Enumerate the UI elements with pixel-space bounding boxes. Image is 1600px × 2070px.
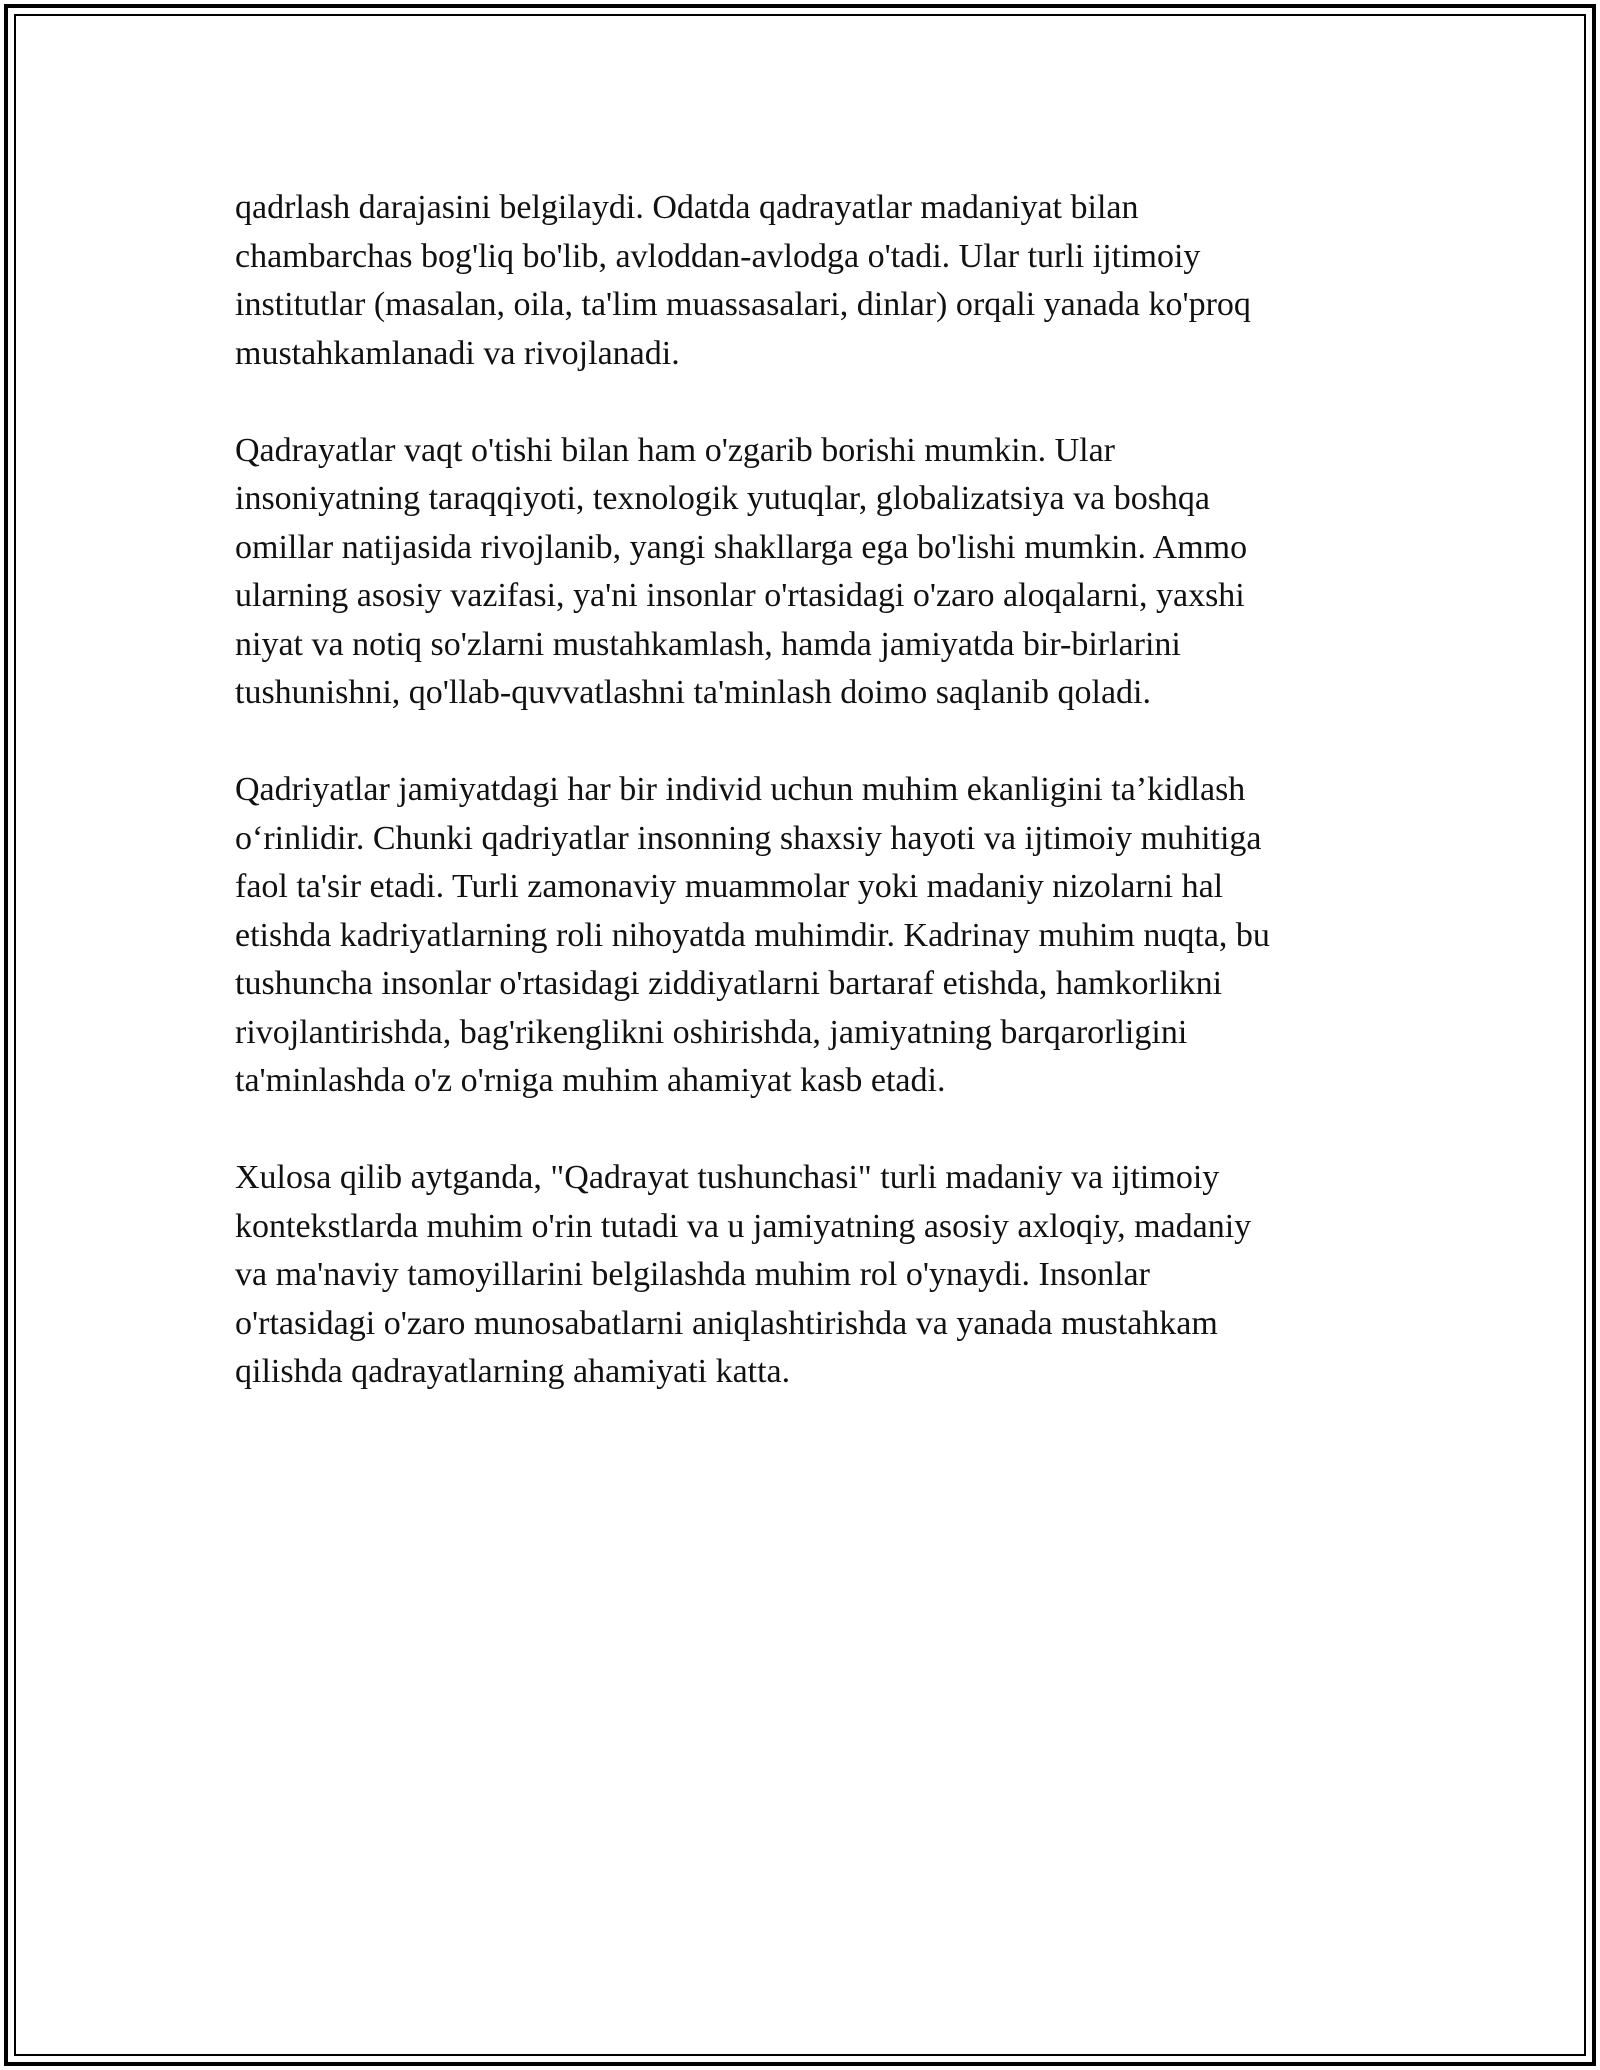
paragraph-line: Xulosa qilib aytganda, "Qadrayat tushunchasi" turli madaniy va ijtimoiy: [235, 1159, 1220, 1196]
paragraph-line: tushuncha insonlar o'rtasidagi ziddiyatlarni bartaraf etishda, hamkorlikni: [235, 965, 1223, 1002]
paragraph-line: institutlar (masalan, oila, ta'lim muassasalari, dinlar) orqali yanada ko'proq: [235, 286, 1251, 323]
document-body: [235, 184, 1365, 1445]
paragraph-line: qilishda qadrayatlarning ahamiyati katta.: [235, 1353, 791, 1390]
paragraph-line: va ma'naviy tamoyillarini belgilashda muhim rol o'ynaydi. Insonlar: [235, 1256, 1150, 1293]
paragraph-line: omillar natijasida rivojlanib, yangi shakllarga ega bo'lishi mumkin. Ammo: [235, 528, 1248, 566]
paragraph-4: [235, 1154, 1365, 1397]
paragraph-2: [235, 427, 1365, 718]
paragraph-line: o‘rinlidir. Chunki qadriyatlar insonning shaxsiy hayoti va ijtimoiy muhitiga: [235, 819, 1262, 857]
paragraph-line: niyat va notiq so'zlarni mustahkamlash, hamda jamiyatda bir-birlarini: [235, 625, 1181, 663]
paragraph-3: [235, 766, 1365, 1106]
paragraph-line: Qadrayatlar vaqt o'tishi bilan ham o'zgarib borishi mumkin. Ular: [235, 431, 1115, 469]
paragraph-line: kontekstlarda muhim o'rin tutadi va u jamiyatning asosiy axloqiy, madaniy: [235, 1207, 1252, 1245]
paragraph-line: faol ta'sir etadi. Turli zamonaviy muammolar yoki madaniy nizolarni hal: [235, 868, 1224, 905]
paragraph-line: ularning asosiy vazifasi, ya'ni insonlar o'rtasidagi o'zaro aloqalarni, yaxshi: [235, 577, 1245, 614]
paragraph-line: tushunishni, qo'llab-quvvatlashni ta'minlash doimo saqlanib qoladi.: [235, 674, 1151, 711]
paragraph-line: chambarchas bog'liq bo'lib, avloddan-avlodga o'tadi. Ular turli ijtimoiy: [235, 237, 1201, 275]
paragraph-line: qadrlash darajasini belgilaydi. Odatda qadrayatlar madaniyat bilan: [235, 189, 1139, 226]
paragraph-line: o'rtasidagi o'zaro munosabatlarni aniqlashtirishda va yanada mustahkam: [235, 1304, 1218, 1342]
paragraph-line: ta'minlashda o'z o'rniga muhim ahamiyat kasb etadi.: [235, 1062, 946, 1099]
paragraph-line: Qadriyatlar jamiyatdagi har bir individ uchun muhim ekanligini ta’kidlash: [235, 771, 1246, 808]
paragraph-line: etishda kadriyatlarning roli nihoyatda muhimdir. Kadrinay muhim nuqta, bu: [235, 916, 1270, 954]
paragraph-line: insoniyatning taraqqiyoti, texnologik yutuqlar, globalizatsiya va boshqa: [235, 480, 1211, 517]
paragraph-1: [235, 184, 1365, 378]
paragraph-line: rivojlantirishda, bag'rikenglikni oshirishda, jamiyatning barqarorligini: [235, 1013, 1188, 1051]
paragraph-line: mustahkamlanadi va rivojlanadi.: [235, 334, 680, 372]
